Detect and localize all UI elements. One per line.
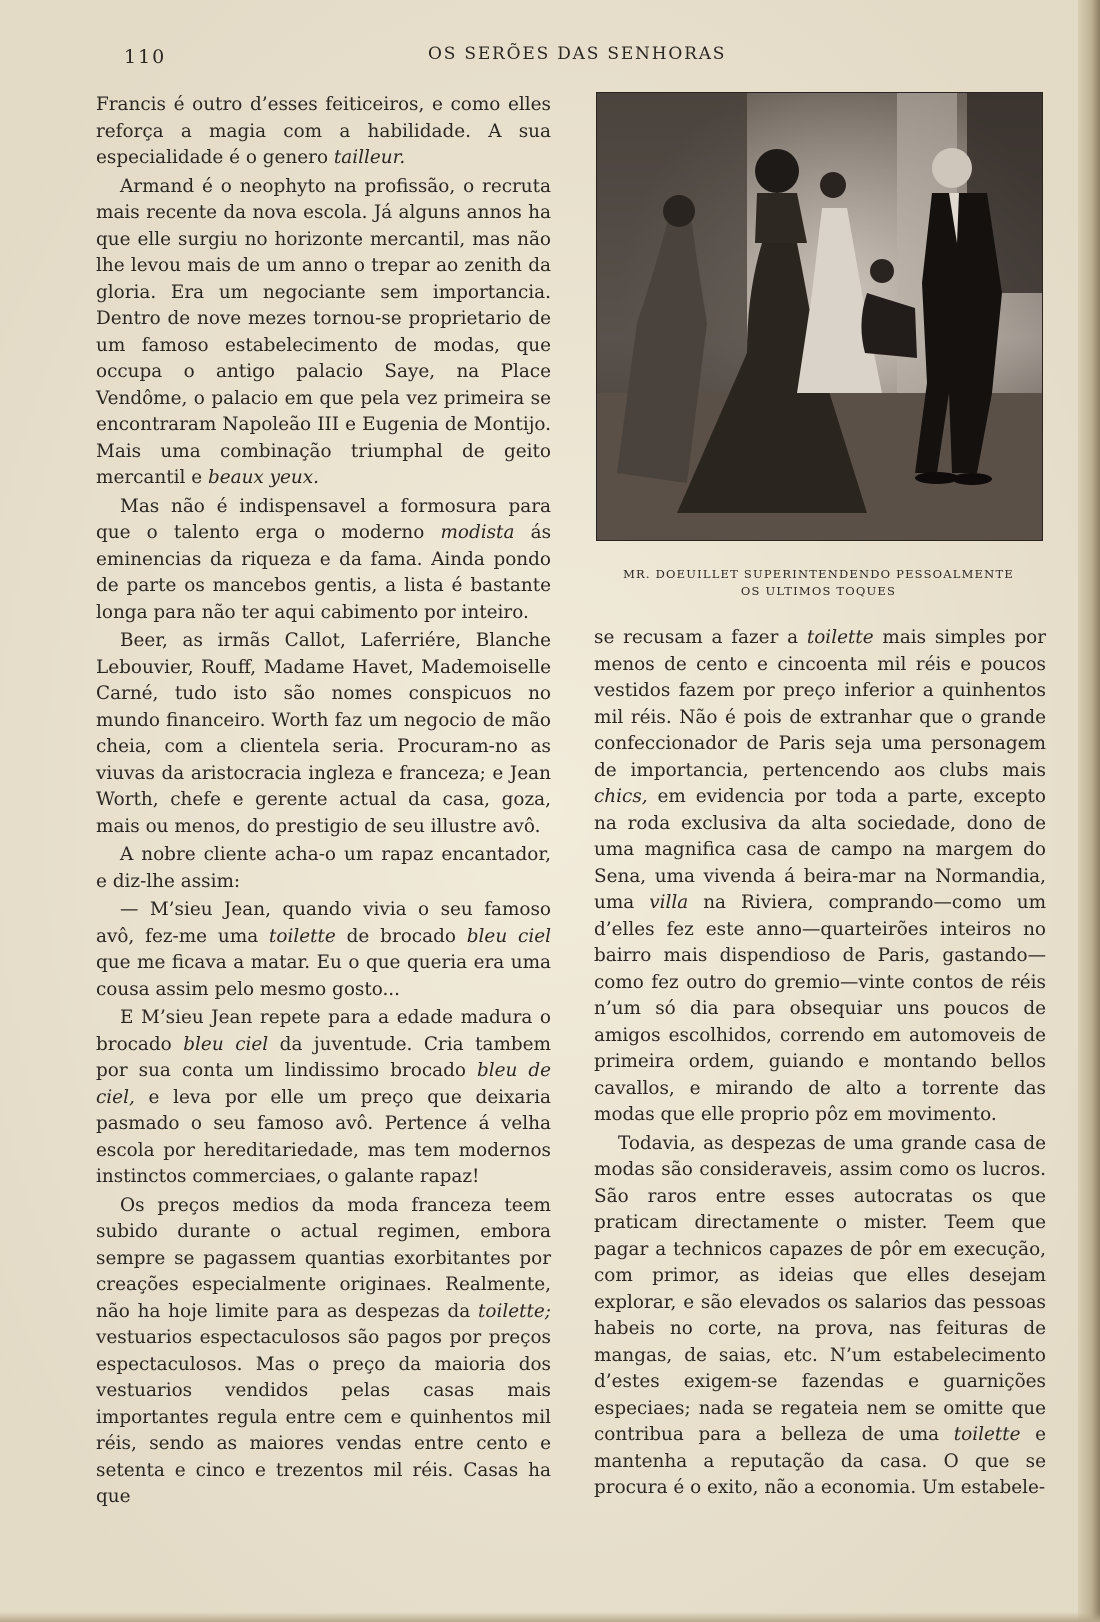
text-run: ás eminencias da riqueza e da fama. Ainda pondo de parte os mancebos gentis, a lista é bastante longa para não ter aqui cabimento por inteiro. xyxy=(96,522,552,623)
paragraph xyxy=(96,494,551,627)
page-bottom-edge xyxy=(0,1612,1100,1622)
text-run: vestuarios espectaculosos são pagos por preços espectaculosos. Mas o preço da maioria dos vestuarios vendidos pelas casas mais importantes regula entre cem e quinhentos mil réis, sendo as maiores vendas entre cento e setenta e cinco e trezentos mil réis. Casas ha que xyxy=(96,1327,551,1507)
page-number: 110 xyxy=(124,46,167,68)
italic-text: beaux yeux. xyxy=(207,467,319,488)
italic-text: bleu ciel xyxy=(466,925,551,947)
text-run: A nobre cliente acha-o um rapaz encantador, e diz-lhe assim: xyxy=(96,844,551,892)
paragraph xyxy=(96,1005,551,1191)
text-run: Todavia, as despezas de uma grande casa de modas são consideraveis, assim como os lucros. São raros entre esses autocratas os que praticam directamente o mister. Teem que pagar a technicos capazes de pôr em execução, com primor, as ideias que elles desejam explorar, e são elevados os salarios das pessoas habeis no corte, na prova, nas feituras de mangas, de saias, etc. N’um estabelecimento d’estes exigem-se fazendas e guarnições especiaes; nada se regateia nem se omitte que contribua para a belleza de uma xyxy=(594,1132,1046,1445)
text-run: E M’sieu Jean repete para a edade madura o brocado xyxy=(96,1007,551,1055)
paragraph xyxy=(96,92,551,172)
italic-text: tailleur. xyxy=(333,147,406,168)
text-run: da juventude. Cria tambem por sua conta um lindissimo brocado xyxy=(96,1033,551,1081)
figure-photograph xyxy=(596,92,1043,541)
text-run: Os preços medios da moda franceza teem subido durante o actual regimen, embora sempre se pagassem quantias exorbitantes por creações especialmente originaes. Realmente, não ha hoje limite para as despezas da xyxy=(96,1194,551,1322)
italic-text: bleu de ciel, xyxy=(96,1060,551,1108)
text-run: que me ficava a matar. Eu o que queria era uma cousa assim pelo mesmo gosto... xyxy=(96,952,551,1000)
paragraph xyxy=(594,625,1046,1129)
paragraph xyxy=(96,174,551,492)
text-run: e leva por elle um preço que deixaria pasmado o seu famoso avô. Pertence á velha escola por hereditariedade, mas tem modernos instinctos commerciaes, o galante rapaz! xyxy=(96,1086,551,1187)
text-run: e mantenha a reputação da casa. O que se procura é o exito, não a economia. Um estabele- xyxy=(594,1424,1046,1498)
text-run: Beer, as irmãs Callot, Laferriére, Blanche Lebouvier, Rouff, Madame Havet, Mademoiselle Carné, tudo isto são nomes conspicuos no mundo financeiro. Worth faz um negocio de mão cheia, com a clientela seria. Procuram-no as viuvas da aristocracia ingleza e franceza; e Jean Worth, chefe e gerente actual da casa, goza, mais ou menos, do prestigio de seu illustre avô. xyxy=(96,630,551,837)
text-run: de brocado xyxy=(335,925,467,947)
paragraph xyxy=(96,842,551,895)
paragraph xyxy=(96,897,551,1003)
italic-text: toilette xyxy=(269,925,336,947)
italic-text: bleu ciel xyxy=(183,1033,269,1055)
text-run: se recusam a fazer a xyxy=(594,627,807,648)
text-run: — M’sieu Jean, quando vivia o seu famoso avô, fez-me uma xyxy=(96,899,551,947)
running-title: OS SERÕES DAS SENHORAS xyxy=(428,44,727,64)
italic-text: toilette xyxy=(806,627,874,648)
italic-text: chics, xyxy=(594,786,648,807)
italic-text: toilette xyxy=(953,1424,1021,1445)
italic-text: villa xyxy=(649,892,689,913)
text-run: em evidencia por toda a parte, excepto na roda exclusiva da alta sociedade, dono de uma magnifica casa de campo na margem do Sena, uma vivenda á beira-mar na Normandia, uma xyxy=(594,786,1046,913)
italic-text: modista xyxy=(440,522,515,543)
left-text-column xyxy=(96,92,551,1511)
caption-line-1: MR. DOEUILLET SUPERINTENDENDO PESSOALMENTE xyxy=(623,567,1014,581)
text-run: na Riviera, comprando—como um d’elles fez este anno—quarteirões inteiros no bairro mais dispendioso de Paris, gastando—como fez outro do gremio—vinte contos de réis n’um só dia para obsequiar uns poucos de amigos escolhidos, correndo em automoveis de primeira ordem, guiando e montando bellos cavallos, e mirando de alto a torrente das modas que elle proprio pôz em movimento. xyxy=(594,892,1047,1125)
page-edge-shadow xyxy=(1078,0,1100,1622)
text-run: Francis é outro d’esses feiticeiros, e como elles reforça a magia com a habilidade. A sua especialidade é o genero xyxy=(96,94,551,168)
italic-text: toilette; xyxy=(478,1300,551,1322)
caption-line-2: OS ULTIMOS TOQUES xyxy=(740,584,897,598)
paragraph xyxy=(96,1193,551,1511)
paragraph xyxy=(594,1131,1046,1502)
photo-illustration xyxy=(597,93,1042,540)
figure-caption xyxy=(596,566,1041,600)
paragraph xyxy=(96,628,551,840)
text-run: Mas não é indispensavel a formosura para que o talento erga o moderno xyxy=(96,495,551,543)
text-run: mais simples por menos de cento e cincoenta mil réis e poucos vestidos fazem por preço inferior a quinhentos mil réis. Não é pois de extranhar que o grande confeccionador de Paris seja uma personagem de importancia, pertencendo aos clubs mais xyxy=(594,627,1046,781)
text-run: Armand é o neophyto na profissão, o recruta mais recente da nova escola. Já alguns annos ha que elle surgiu no horizonte mercantil, mas não lhe levou mais de um anno o trepar ao zenith da gloria. Era um negociante sem importancia. Dentro de nove mezes tornou-se proprietario de um famoso estabelecimento de modas, que occupa o antigo palacio Saye, na Place Vendôme, o palacio em que pela vez primeira se encontraram Napoleão III e Eugenia de Montijo. Mais uma combinação triumphal de geito mercantil e xyxy=(96,175,551,488)
right-text-column xyxy=(594,625,1046,1502)
